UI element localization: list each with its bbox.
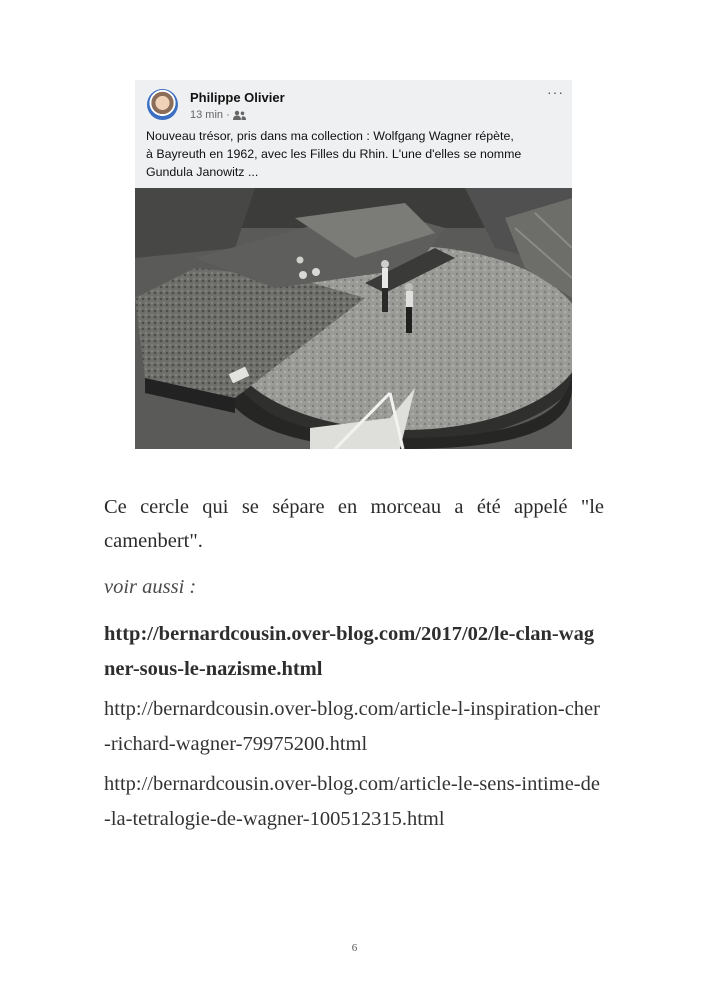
- friends-icon: [233, 110, 246, 120]
- link-inspiration[interactable]: http://bernardcousin.over-blog.com/article-l-inspiration-cher-richard-wagner-79975200.html: [104, 698, 600, 755]
- post-header: [135, 80, 572, 188]
- body-paragraph: Ce cercle qui se sépare en morceau a été appelé "le camenbert".: [104, 496, 604, 552]
- post-text: Nouveau trésor, pris dans ma collection : Wolfgang Wagner répète, à Bayreuth en 1962, avec les Filles du Rhin. L'une d'elles se nomme Gundula Janowitz ...: [146, 129, 522, 179]
- page-number: 6: [351, 942, 358, 954]
- see-also-label: voir aussi :: [104, 576, 197, 598]
- post-meta: [190, 109, 246, 121]
- facebook-post: [135, 80, 572, 449]
- post-time[interactable]: 13 min ·: [190, 109, 230, 121]
- avatar[interactable]: [147, 89, 178, 120]
- link-clan-wagner[interactable]: http://bernardcousin.over-blog.com/2017/02/le-clan-wagner-sous-le-nazisme.html: [104, 623, 595, 680]
- more-options-icon[interactable]: ···: [547, 84, 564, 100]
- post-author[interactable]: Philippe Olivier: [190, 90, 285, 105]
- link-tetralogie[interactable]: http://bernardcousin.over-blog.com/article-le-sens-intime-de-la-tetralogie-de-wagner-100512315.html: [104, 773, 600, 830]
- post-photo: [135, 188, 572, 449]
